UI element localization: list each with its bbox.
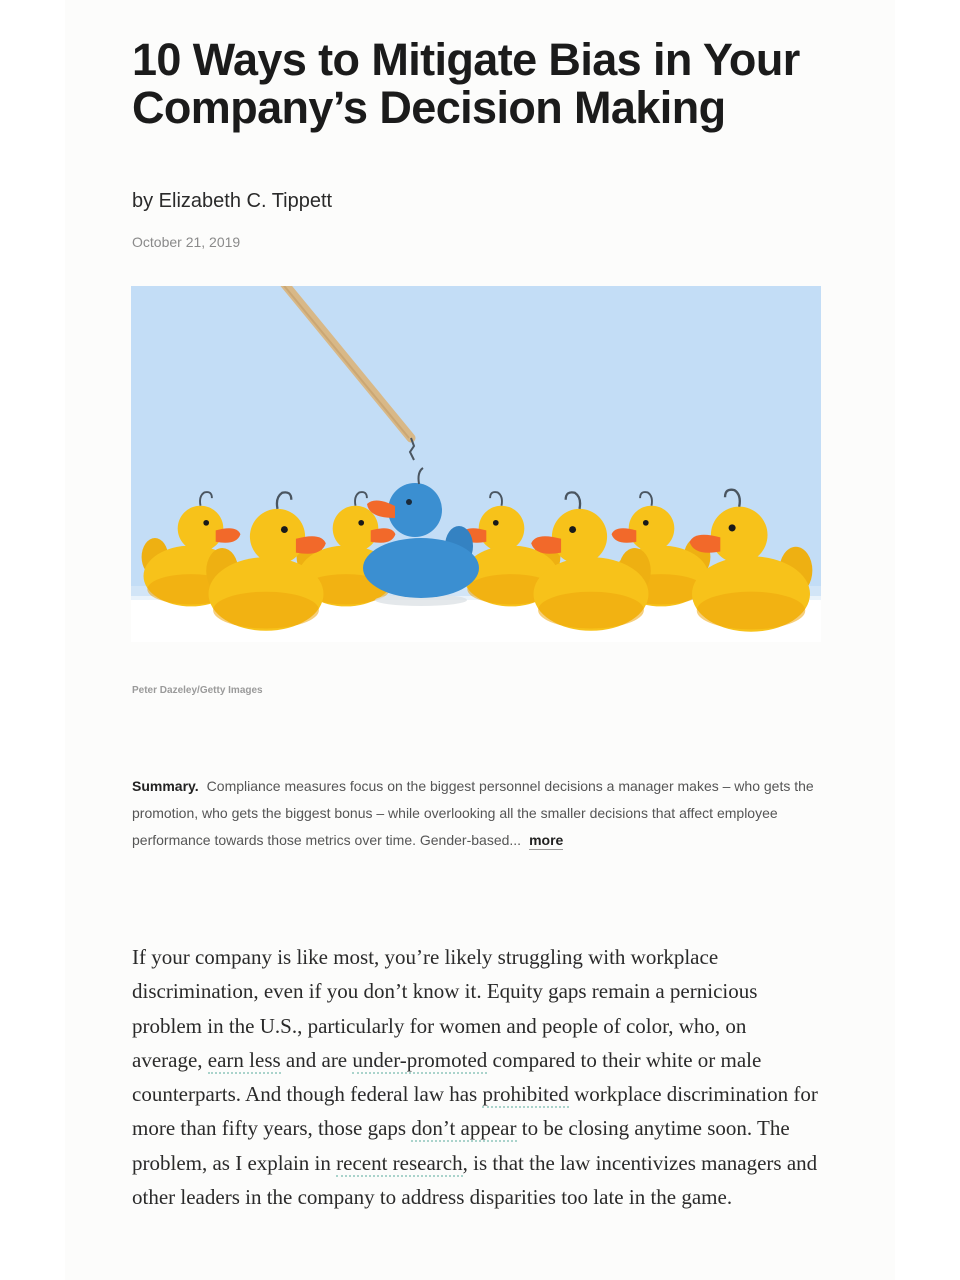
link-under-promoted[interactable]: under-promoted (352, 1047, 488, 1072)
body-paragraph (132, 940, 822, 1214)
link-recent-research[interactable]: recent research (336, 1150, 463, 1175)
body-text: workplace discrimination for more than fifty years, those gaps (132, 1082, 818, 1141)
link-dont-appear[interactable]: don’t appear (411, 1116, 517, 1141)
more-link[interactable]: more (529, 832, 564, 848)
article-title: 10 Ways to Mitigate Bias in Your Company’s Decision Making (132, 34, 800, 133)
summary-text: Compliance measures focus on the biggest personnel decisions a manager makes – who gets the promotion, who gets the biggest bonus – while overlooking all the smaller decisions that affect employee performance towards those metrics over time. Gender-based... (132, 778, 814, 848)
body-text: compared to their white or male counterparts. And though federal law has (132, 1047, 762, 1107)
body-text: and are (280, 1047, 353, 1072)
body-text: , is that the law incentivizes managers and other leaders in the company to address disparities too late in the game. (132, 1150, 818, 1210)
body-text: If your company is like most, you’re likely struggling with workplace discrimination, even if you don’t know it. Equity gaps remain a pernicious problem in the U.S., particularly for women and people of color, who, on average, (132, 945, 758, 1072)
summary-block (132, 773, 832, 854)
publish-date: October 21, 2019 (132, 234, 241, 250)
image-credit: Peter Dazeley/Getty Images (132, 685, 263, 696)
link-prohibited[interactable]: prohibited (482, 1082, 569, 1107)
rubber-ducks-illustration (131, 286, 821, 642)
body-text: to be closing anytime soon. The problem, as I explain in (132, 1116, 790, 1175)
hero-image (131, 286, 821, 642)
author-byline[interactable]: by Elizabeth C. Tippett (132, 190, 333, 212)
link-earn-less[interactable]: earn less (207, 1047, 281, 1072)
summary-label: Summary. (132, 778, 199, 794)
